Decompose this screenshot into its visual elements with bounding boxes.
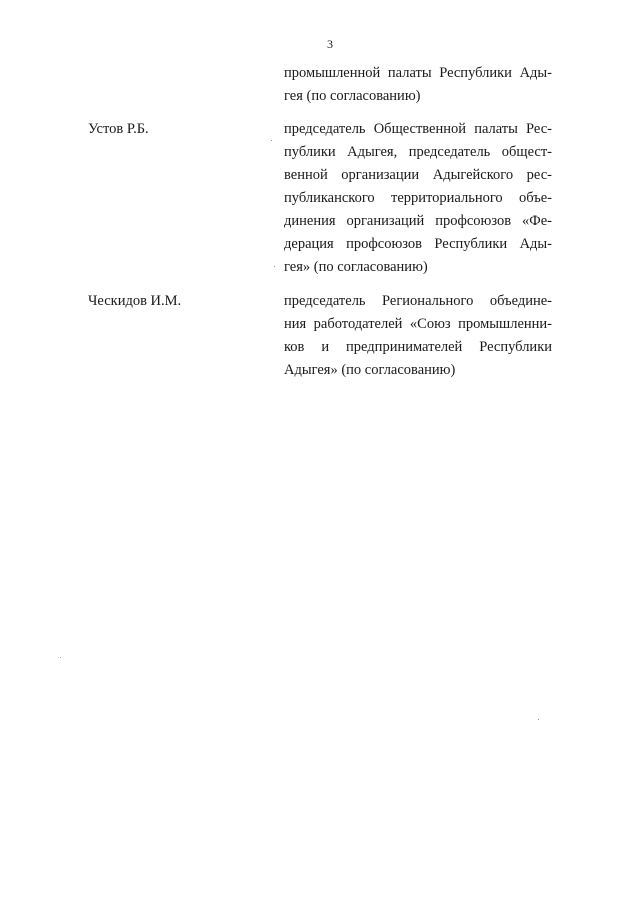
entry-1-line-4: динения организаций профсоюзов «Фе- bbox=[284, 213, 552, 229]
page-number: 3 bbox=[327, 37, 333, 51]
scan-speck bbox=[538, 719, 539, 720]
entry-1-line-1: публики Адыгея, председатель общест- bbox=[284, 144, 552, 160]
entry-1-line-3: публиканского территориального объе- bbox=[284, 190, 552, 206]
entry-2-person-name: Ческидов И.М. bbox=[88, 293, 182, 309]
entry-1-line-0: председатель Общественной палаты Рес- bbox=[284, 121, 552, 137]
entry-1-line-6: гея» (по согласованию) bbox=[284, 259, 428, 275]
entry-2-line-0: председатель Регионального объедине- bbox=[284, 293, 552, 309]
entry-0-line-0: промышленной палаты Республики Ады- bbox=[284, 65, 552, 81]
entry-0-line-1: гея (по согласованию) bbox=[284, 88, 421, 104]
entry-1-line-5: дерация профсоюзов Республики Ады- bbox=[284, 236, 552, 252]
entry-1-person-name: Устов Р.Б. bbox=[88, 121, 149, 137]
scan-speck bbox=[60, 657, 61, 658]
scan-speck bbox=[274, 266, 275, 267]
entry-1-line-2: венной организации Адыгейского рес- bbox=[284, 167, 552, 183]
entry-2-line-2: ков и предпринимателей Республики bbox=[284, 339, 552, 355]
entry-2-line-1: ния работодателей «Союз промышленни- bbox=[284, 316, 552, 332]
entry-2-line-3: Адыгея» (по согласованию) bbox=[284, 362, 456, 378]
scan-speck bbox=[271, 140, 272, 141]
